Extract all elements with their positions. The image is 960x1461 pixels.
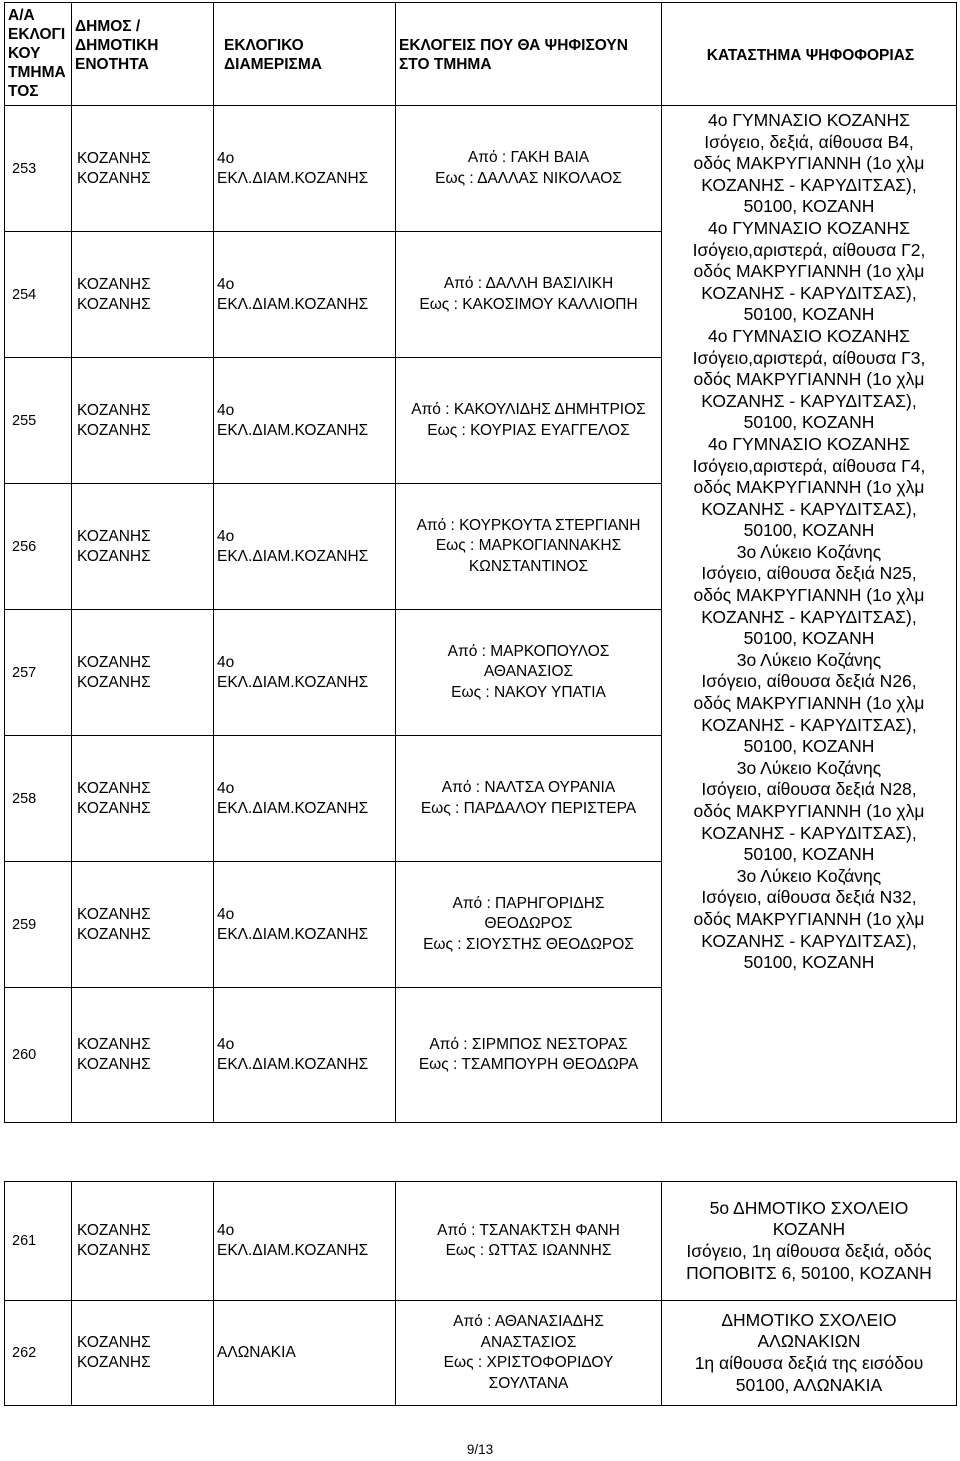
cell-line: ΕΚΛ.ΔΙΑΜ.ΚΟΖΑΝΗΣ (217, 1242, 369, 1259)
cell-line: ΕΚΛ.ΔΙΑΜ.ΚΟΖΑΝΗΣ (217, 673, 369, 691)
cell-line: ΚΟΖΑΝΗΣ (77, 673, 151, 691)
header-voters: ΕΚΛΟΓΕΙΣ ΠΟΥ ΘΑ ΨΗΦΙΣΟΥΝ ΣΤΟ ΤΜΗΜΑ (396, 3, 662, 106)
municipality (72, 988, 214, 1123)
header-store: ΚΑΤΑΣΤΗΜΑ ΨΗΦΟΦΟΡΙΑΣ (662, 3, 957, 106)
cell-line: ΕΚΛ.ΔΙΑΜ.ΚΟΖΑΝΗΣ (217, 799, 369, 817)
cell-line: 4ο (217, 653, 235, 671)
table-gap (5, 1123, 957, 1182)
section-number: 256 (5, 484, 72, 610)
gap-cell (5, 1123, 957, 1182)
table-header-row (5, 3, 957, 106)
cell-line: ΕΚΛ.ΔΙΑΜ.ΚΟΖΑΝΗΣ (217, 169, 369, 187)
electoral-district (214, 358, 396, 484)
cell-line: 3ο Λύκειο Κοζάνης (736, 649, 882, 670)
voters-range (396, 1182, 662, 1301)
cell-line: ΚΟΖΑΝΗ (772, 1219, 846, 1240)
municipality (72, 358, 214, 484)
cell-line: 50100, ΚΟΖΑΝΗ (743, 196, 875, 217)
cell-line: ΚΟΖΑΝΗΣ (77, 925, 151, 943)
cell-line: 3ο Λύκειο Κοζάνης (736, 865, 882, 886)
cell-line: ΚΟΖΑΝΗΣ (77, 1334, 151, 1351)
electoral-district (214, 1301, 396, 1406)
cell-line: ΔΗΜΟΤΙΚΟ ΣΧΟΛΕΙΟ (721, 1309, 897, 1330)
municipality (72, 736, 214, 862)
voters-range (396, 610, 662, 736)
cell-line: 4ο ΓΥΜΝΑΣΙΟ ΚΟΖΑΝΗΣ (708, 217, 910, 238)
voters-range (396, 232, 662, 358)
cell-line: ΚΟΖΑΝΗΣ (77, 295, 151, 313)
cell-line: οδός ΜΑΚΡΥΓΙΑΝΝΗ (1ο χλμ (693, 585, 925, 606)
cell-line: 4ο (217, 149, 235, 167)
section-number: 257 (5, 610, 72, 736)
cell-line: Ισόγειο,αριστερά, αίθουσα Γ3, (692, 347, 926, 368)
cell-line: ΠΟΠΟΒΙΤΣ 6, 50100, ΚΟΖΑΝΗ (686, 1262, 932, 1283)
cell-line: Από : ΚΟΥΡΚΟΥΤΑ ΣΤΕΡΓΙΑΝΗ (416, 516, 641, 534)
cell-line: 4ο (217, 1036, 235, 1053)
cell-line: Από : ΜΑΡΚΟΠΟΥΛΟΣ (447, 642, 610, 660)
cell-line: Εως : ΤΣΑΜΠΟΥΡΗ ΘΕΟΔΩΡΑ (418, 1056, 639, 1073)
cell-line: ΘΕΟΔΩΡΟΣ (484, 915, 573, 933)
cell-line: ΚΟΖΑΝΗΣ - ΚΑΡΥΔΙΤΣΑΣ), (701, 822, 917, 843)
cell-line: ΚΟΖΑΝΗΣ - ΚΑΡΥΔΙΤΣΑΣ), (701, 390, 917, 411)
cell-line: ΚΩΝΣΤΑΝΤΙΝΟΣ (468, 557, 589, 575)
voters-range (396, 484, 662, 610)
polling-station (662, 1301, 957, 1406)
cell-line: ΑΝΑΣΤΑΣΙΟΣ (480, 1333, 577, 1351)
cell-line: ΕΚΛ.ΔΙΑΜ.ΚΟΖΑΝΗΣ (217, 1056, 369, 1073)
section-number: 260 (5, 988, 72, 1123)
voters-range (396, 988, 662, 1123)
electoral-district (214, 1182, 396, 1301)
section-number: 262 (5, 1301, 72, 1406)
cell-line: ΚΟΖΑΝΗΣ (77, 421, 151, 439)
cell-line: Εως : ΚΟΥΡΙΑΣ ΕΥΑΓΓΕΛΟΣ (427, 421, 630, 439)
section-number: 259 (5, 862, 72, 988)
cell-line: 5ο ΔΗΜΟΤΙΚΟ ΣΧΟΛΕΙΟ (709, 1197, 909, 1218)
electoral-district (214, 736, 396, 862)
table-row (5, 106, 957, 232)
municipality (72, 484, 214, 610)
cell-line: ΚΟΖΑΝΗΣ (77, 905, 151, 923)
cell-line: 50100, ΚΟΖΑΝΗ (743, 628, 875, 649)
voters-range (396, 1301, 662, 1406)
cell-line: ΚΟΖΑΝΗΣ - ΚΑΡΥΔΙΤΣΑΣ), (701, 606, 917, 627)
cell-line: Από : ΤΣΑΝΑΚΤΣΗ ΦΑΝΗ (437, 1221, 620, 1239)
cell-line: ΑΛΩΝΑΚΙΩΝ (757, 1331, 861, 1352)
cell-line: ΚΟΖΑΝΗΣ (77, 1036, 151, 1053)
cell-line: Από : ΔΑΛΛΗ ΒΑΣΙΛΙΚΗ (443, 275, 614, 292)
cell-line: Εως : ΚΑΚΟΣΙΜΟΥ ΚΑΛΛΙΟΠΗ (419, 295, 638, 313)
cell-line: 4ο ΓΥΜΝΑΣΙΟ ΚΟΖΑΝΗΣ (708, 433, 910, 454)
voters-range (396, 358, 662, 484)
cell-line: 4ο ΓΥΜΝΑΣΙΟ ΚΟΖΑΝΗΣ (708, 110, 910, 130)
page-number: 9/13 (466, 1442, 494, 1457)
cell-line: Ισόγειο, αίθουσα δεξιά Ν26, (701, 671, 917, 692)
cell-line: ΣΟΥΛΤΑΝΑ (488, 1374, 569, 1392)
header-diamerisma: ΕΚΛΟΓΙΚΟ ΔΙΑΜΕΡΙΣΜΑ (214, 3, 396, 106)
cell-line: Εως : ΜΑΡΚΟΓΙΑΝΝΑΚΗΣ (435, 537, 622, 555)
polling-stations-table (4, 2, 957, 1406)
electoral-district (214, 232, 396, 358)
cell-line: ΚΟΖΑΝΗΣ (77, 401, 151, 419)
municipality (72, 106, 214, 232)
cell-line: Εως : ΝΑΚΟΥ ΥΠΑΤΙΑ (451, 683, 606, 701)
voters-range (396, 862, 662, 988)
cell-line: Από : ΓΑΚΗ ΒΑΙΑ (467, 149, 590, 166)
municipality (72, 610, 214, 736)
cell-line: ΕΚΛ.ΔΙΑΜ.ΚΟΖΑΝΗΣ (217, 925, 369, 943)
cell-line: ΚΟΖΑΝΗΣ - ΚΑΡΥΔΙΤΣΑΣ), (701, 498, 917, 519)
cell-line: ΚΟΖΑΝΗΣ (77, 527, 151, 545)
cell-line: 50100, ΚΟΖΑΝΗ (743, 520, 875, 541)
cell-line: Εως : ΠΑΡΔΑΛΟΥ ΠΕΡΙΣΤΕΡΑ (420, 799, 637, 817)
cell-line: οδός ΜΑΚΡΥΓΙΑΝΝΗ (1ο χλμ (693, 261, 925, 282)
cell-line: 50100, ΚΟΖΑΝΗ (743, 736, 875, 757)
cell-line: 50100, ΑΛΩΝΑΚΙΑ (735, 1374, 883, 1395)
cell-line: ΚΟΖΑΝΗΣ - ΚΑΡΥΔΙΤΣΑΣ), (701, 714, 917, 735)
cell-line: ΚΟΖΑΝΗΣ (77, 779, 151, 797)
cell-line: Από : ΚΑΚΟΥΛΙΔΗΣ ΔΗΜΗΤΡΙΟΣ (411, 401, 646, 418)
cell-line: ΚΟΖΑΝΗΣ (77, 653, 151, 671)
cell-line: 3ο Λύκειο Κοζάνης (736, 541, 882, 562)
cell-line: ΚΟΖΑΝΗΣ - ΚΑΡΥΔΙΤΣΑΣ), (701, 174, 917, 195)
cell-line: ΚΟΖΑΝΗΣ (77, 547, 151, 565)
municipality (72, 1182, 214, 1301)
cell-line: Εως : ΣΙΟΥΣΤΗΣ ΘΕΟΔΩΡΟΣ (423, 935, 634, 953)
cell-line: 4ο ΓΥΜΝΑΣΙΟ ΚΟΖΑΝΗΣ (708, 325, 910, 346)
header-aa: Α/Α ΕΚΛΟΓΙ ΚΟΥ ΤΜΗΜΑ ΤΟΣ (5, 3, 72, 106)
cell-line: Ισόγειο, αίθουσα δεξιά Ν25, (701, 563, 917, 584)
municipality (72, 232, 214, 358)
cell-line: 3ο Λύκειο Κοζάνης (736, 757, 882, 778)
cell-line: οδός ΜΑΚΡΥΓΙΑΝΝΗ (1ο χλμ (693, 693, 925, 714)
electoral-district (214, 610, 396, 736)
cell-line: 50100, ΚΟΖΑΝΗ (743, 952, 875, 973)
cell-line: οδός ΜΑΚΡΥΓΙΑΝΝΗ (1ο χλμ (693, 908, 925, 929)
cell-line: Ισόγειο, 1η αίθουσα δεξιά, οδός (686, 1241, 932, 1261)
cell-line: ΕΚΛ.ΔΙΑΜ.ΚΟΖΑΝΗΣ (217, 547, 369, 565)
polling-station (662, 1182, 957, 1301)
cell-line: Ισόγειο, δεξιά, αίθουσα Β4, (704, 131, 914, 152)
cell-line: 50100, ΚΟΖΑΝΗ (743, 844, 875, 865)
cell-line: 50100, ΚΟΖΑΝΗ (743, 304, 875, 325)
cell-line: 4ο (217, 905, 235, 923)
cell-line: Εως : ΔΑΛΛΑΣ ΝΙΚΟΛΑΟΣ (435, 169, 622, 187)
table-row (5, 1301, 957, 1406)
cell-line: 1η αίθουσα δεξιά της εισόδου (694, 1353, 924, 1373)
cell-line: ΑΘΑΝΑΣΙΟΣ (483, 663, 574, 681)
header-dimos: ΔΗΜΟΣ / ΔΗΜΟΤΙΚΗ ΕΝΟΤΗΤΑ (72, 3, 214, 106)
voters-range (396, 106, 662, 232)
cell-line: Από : ΠΑΡΗΓΟΡΙΔΗΣ (452, 894, 605, 912)
cell-line: Ισόγειο,αριστερά, αίθουσα Γ4, (692, 455, 926, 476)
cell-line: οδός ΜΑΚΡΥΓΙΑΝΝΗ (1ο χλμ (693, 477, 925, 498)
cell-line: 4ο (217, 779, 235, 797)
voters-range (396, 736, 662, 862)
cell-line: ΑΛΩΝΑΚΙΑ (217, 1344, 296, 1361)
cell-line: Ισόγειο,αριστερά, αίθουσα Γ2, (692, 239, 926, 260)
cell-line: Εως : ΧΡΙΣΤΟΦΟΡΙΔΟΥ (443, 1354, 614, 1371)
electoral-district (214, 484, 396, 610)
municipality (72, 1301, 214, 1406)
cell-line: ΚΟΖΑΝΗΣ (77, 1222, 151, 1239)
electoral-district (214, 106, 396, 232)
cell-line: 4ο (217, 401, 235, 419)
cell-line: οδός ΜΑΚΡΥΓΙΑΝΝΗ (1ο χλμ (693, 153, 925, 174)
electoral-district (214, 862, 396, 988)
cell-line: ΚΟΖΑΝΗΣ (77, 1056, 151, 1073)
electoral-district (214, 988, 396, 1123)
cell-line: ΕΚΛ.ΔΙΑΜ.ΚΟΖΑΝΗΣ (217, 421, 369, 439)
cell-line: οδός ΜΑΚΡΥΓΙΑΝΝΗ (1ο χλμ (693, 801, 925, 821)
cell-line: ΚΟΖΑΝΗΣ (77, 1354, 151, 1371)
cell-line: Ισόγειο, αίθουσα δεξιά Ν32, (701, 887, 917, 908)
section-number: 261 (5, 1182, 72, 1301)
cell-line: Από : ΝΑΛΤΣΑ ΟΥΡΑΝΙΑ (441, 779, 616, 796)
section-number: 253 (5, 106, 72, 232)
cell-line: ΚΟΖΑΝΗΣ - ΚΑΡΥΔΙΤΣΑΣ), (701, 930, 917, 951)
table-row (5, 1182, 957, 1301)
section-number: 255 (5, 358, 72, 484)
cell-line: 4ο (217, 527, 235, 545)
cell-line: ΚΟΖΑΝΗΣ - ΚΑΡΥΔΙΤΣΑΣ), (701, 282, 917, 303)
cell-line: 4ο (217, 1222, 235, 1239)
cell-line: 4ο (217, 275, 235, 293)
cell-line: ΚΟΖΑΝΗΣ (77, 275, 151, 293)
cell-line: ΚΟΖΑΝΗΣ (77, 1242, 151, 1259)
section-number: 258 (5, 736, 72, 862)
cell-line: Εως : ΩΤΤΑΣ ΙΩΑΝΝΗΣ (445, 1242, 612, 1259)
cell-line: ΕΚΛ.ΔΙΑΜ.ΚΟΖΑΝΗΣ (217, 295, 369, 313)
cell-line: ΚΟΖΑΝΗΣ (77, 169, 151, 187)
cell-line: Ισόγειο, αίθουσα δεξιά Ν28, (701, 779, 917, 800)
polling-station-merged (662, 106, 957, 1123)
cell-line: οδός ΜΑΚΡΥΓΙΑΝΝΗ (1ο χλμ (693, 369, 925, 390)
cell-line: ΚΟΖΑΝΗΣ (77, 149, 151, 167)
cell-line: ΚΟΖΑΝΗΣ (77, 799, 151, 817)
cell-line: 50100, ΚΟΖΑΝΗ (743, 412, 875, 433)
cell-line: Από : ΣΙΡΜΠΟΣ ΝΕΣΤΟΡΑΣ (429, 1035, 628, 1053)
cell-line: Από : ΑΘΑΝΑΣΙΑΔΗΣ (453, 1313, 604, 1330)
municipality (72, 862, 214, 988)
section-number: 254 (5, 232, 72, 358)
